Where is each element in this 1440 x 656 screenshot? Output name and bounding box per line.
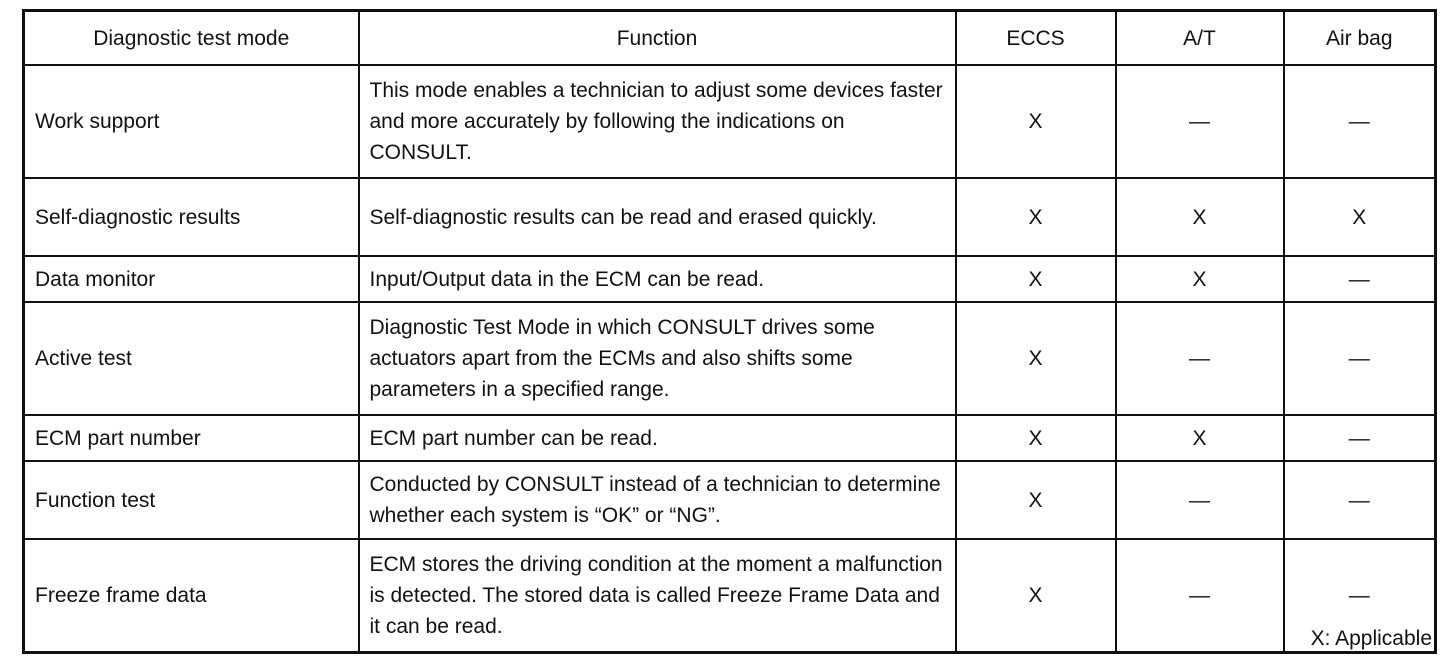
eccs-cell: X (956, 256, 1116, 302)
mode-cell: Work support (24, 65, 359, 178)
mode-cell: Data monitor (24, 256, 359, 302)
legend-footnote: X: Applicable (1310, 627, 1432, 650)
diagnostic-mode-table (22, 9, 1437, 654)
function-cell: Input/Output data in the ECM can be read. (359, 256, 956, 302)
at-cell: X (1116, 415, 1284, 461)
header-mode: Diagnostic test mode (24, 11, 359, 66)
function-cell: ECM part number can be read. (359, 415, 956, 461)
header-airbag: Air bag (1284, 11, 1436, 66)
table-row (24, 539, 1436, 653)
mode-cell: ECM part number (24, 415, 359, 461)
function-cell: This mode enables a technician to adjust some devices faster and more accurately by following the indications on CONSULT. (359, 65, 956, 178)
table-row (24, 302, 1436, 415)
eccs-cell: X (956, 415, 1116, 461)
header-row (24, 11, 1436, 66)
mode-cell: Active test (24, 302, 359, 415)
table-row (24, 461, 1436, 539)
header-eccs: ECCS (956, 11, 1116, 66)
eccs-cell: X (956, 461, 1116, 539)
function-cell: Conducted by CONSULT instead of a technician to determine whether each system is “OK” or “NG”. (359, 461, 956, 539)
mode-cell: Freeze frame data (24, 539, 359, 653)
function-cell: Diagnostic Test Mode in which CONSULT drives some actuators apart from the ECMs and also shifts some parameters in a specified range. (359, 302, 956, 415)
table-row (24, 178, 1436, 256)
header-function: Function (359, 11, 956, 66)
table-row (24, 415, 1436, 461)
table-row (24, 65, 1436, 178)
eccs-cell: X (956, 65, 1116, 178)
eccs-cell: X (956, 539, 1116, 653)
airbag-cell: — (1284, 415, 1436, 461)
airbag-cell: — (1284, 65, 1436, 178)
at-cell: — (1116, 461, 1284, 539)
at-cell: X (1116, 178, 1284, 256)
header-at: A/T (1116, 11, 1284, 66)
mode-cell: Function test (24, 461, 359, 539)
eccs-cell: X (956, 178, 1116, 256)
airbag-cell: — (1284, 461, 1436, 539)
function-cell: Self-diagnostic results can be read and erased quickly. (359, 178, 956, 256)
table-row (24, 256, 1436, 302)
mode-cell: Self-diagnostic results (24, 178, 359, 256)
airbag-cell: — (1284, 539, 1436, 653)
eccs-cell: X (956, 302, 1116, 415)
airbag-cell: — (1284, 256, 1436, 302)
function-cell: ECM stores the driving condition at the moment a malfunction is detected. The stored data is called Freeze Frame Data and it can be read. (359, 539, 956, 653)
at-cell: — (1116, 539, 1284, 653)
at-cell: X (1116, 256, 1284, 302)
at-cell: — (1116, 302, 1284, 415)
airbag-cell: — (1284, 302, 1436, 415)
at-cell: — (1116, 65, 1284, 178)
airbag-cell: X (1284, 178, 1436, 256)
